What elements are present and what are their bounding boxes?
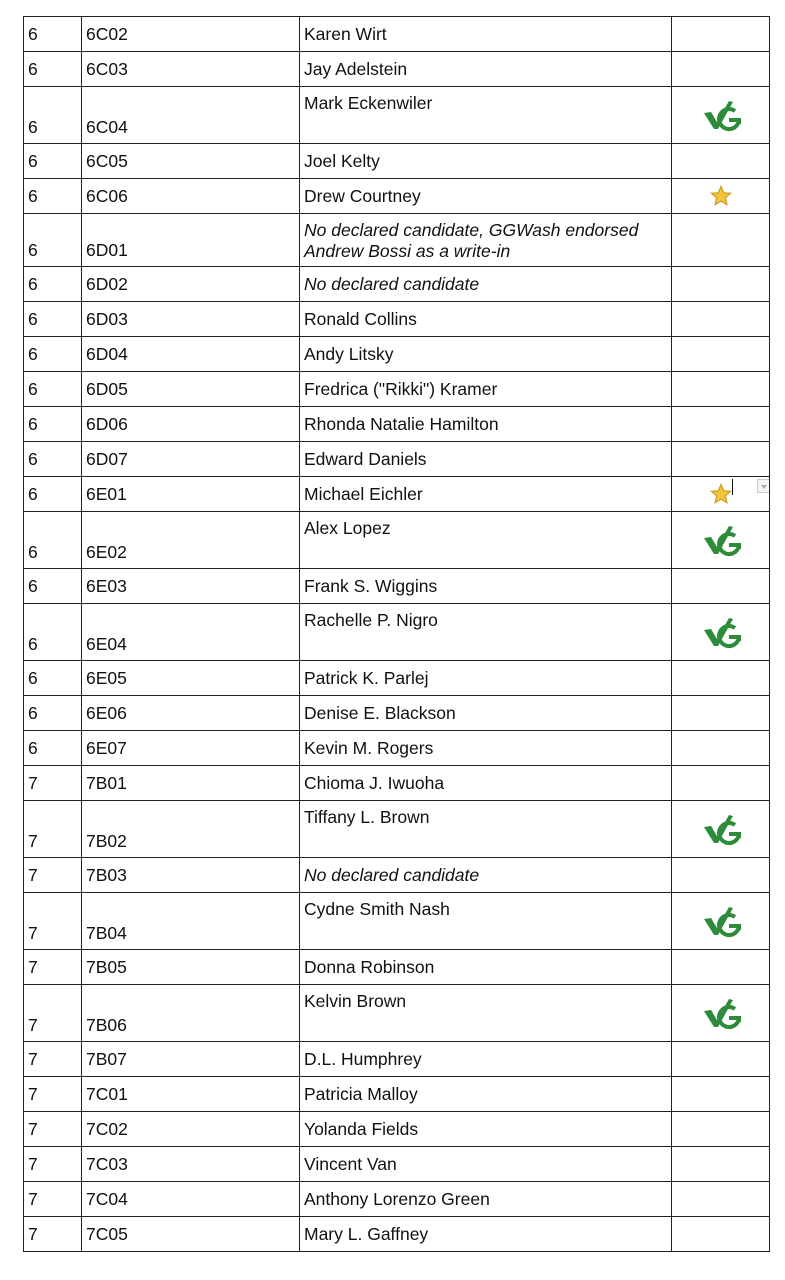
mark-cell — [672, 1182, 770, 1217]
ward-cell: 6 — [24, 52, 82, 87]
star-icon — [710, 185, 732, 207]
endorsed-icon — [701, 523, 741, 557]
table-row — [24, 1112, 770, 1147]
district-cell: 6D05 — [82, 372, 300, 407]
table-row — [24, 477, 770, 512]
table-row — [24, 1077, 770, 1112]
candidate-cell: Patrick K. Parlej — [300, 661, 672, 696]
candidate-table-body — [24, 17, 770, 1252]
ward-cell: 7 — [24, 801, 82, 858]
candidate-cell: Anthony Lorenzo Green — [300, 1182, 672, 1217]
candidate-cell: Tiffany L. Brown — [300, 801, 672, 858]
ward-cell: 6 — [24, 604, 82, 661]
candidate-cell: Edward Daniels — [300, 442, 672, 477]
ward-cell: 7 — [24, 1112, 82, 1147]
district-cell: 6D06 — [82, 407, 300, 442]
table-row — [24, 1182, 770, 1217]
district-cell: 7C02 — [82, 1112, 300, 1147]
candidate-cell: Patricia Malloy — [300, 1077, 672, 1112]
candidate-cell: Andy Litsky — [300, 337, 672, 372]
district-cell: 7B06 — [82, 985, 300, 1042]
district-cell: 6C03 — [82, 52, 300, 87]
table-row — [24, 52, 770, 87]
mark-cell — [672, 372, 770, 407]
mark-cell — [672, 661, 770, 696]
mark-cell — [672, 442, 770, 477]
candidate-cell: Karen Wirt — [300, 17, 672, 52]
candidate-cell: Donna Robinson — [300, 950, 672, 985]
candidate-cell: D.L. Humphrey — [300, 1042, 672, 1077]
candidate-cell: Chioma J. Iwuoha — [300, 766, 672, 801]
table-row — [24, 766, 770, 801]
mark-cell — [672, 985, 770, 1042]
ward-cell: 6 — [24, 696, 82, 731]
ward-cell: 6 — [24, 661, 82, 696]
candidate-cell: Vincent Van — [300, 1147, 672, 1182]
district-cell: 7B01 — [82, 766, 300, 801]
table-row — [24, 801, 770, 858]
ward-cell: 7 — [24, 1182, 82, 1217]
candidate-cell: No declared candidate — [300, 858, 672, 893]
district-cell: 7C01 — [82, 1077, 300, 1112]
candidate-cell: No declared candidate — [300, 267, 672, 302]
endorsed-icon — [701, 615, 741, 649]
ward-cell: 6 — [24, 337, 82, 372]
ward-cell: 7 — [24, 985, 82, 1042]
mark-cell — [672, 1042, 770, 1077]
table-row — [24, 858, 770, 893]
mark-cell — [672, 214, 770, 267]
table-row — [24, 267, 770, 302]
candidate-cell: Alex Lopez — [300, 512, 672, 569]
ward-cell: 6 — [24, 569, 82, 604]
ward-cell: 6 — [24, 442, 82, 477]
district-cell: 6D03 — [82, 302, 300, 337]
district-cell: 6E07 — [82, 731, 300, 766]
table-row — [24, 985, 770, 1042]
mark-cell — [672, 893, 770, 950]
candidate-cell: Kevin M. Rogers — [300, 731, 672, 766]
district-cell: 6E02 — [82, 512, 300, 569]
mark-cell — [672, 696, 770, 731]
candidate-cell: Fredrica ("Rikki") Kramer — [300, 372, 672, 407]
ward-cell: 6 — [24, 179, 82, 214]
mark-cell — [672, 569, 770, 604]
endorsed-icon — [701, 996, 741, 1030]
mark-cell — [672, 267, 770, 302]
district-cell: 7C05 — [82, 1217, 300, 1252]
ward-cell: 6 — [24, 477, 82, 512]
district-cell: 7C03 — [82, 1147, 300, 1182]
district-cell: 7B07 — [82, 1042, 300, 1077]
mark-cell — [672, 477, 770, 512]
mark-cell — [672, 1217, 770, 1252]
ward-cell: 6 — [24, 731, 82, 766]
mark-cell — [672, 1147, 770, 1182]
endorsed-icon — [701, 98, 741, 132]
district-cell: 6E03 — [82, 569, 300, 604]
mark-cell — [672, 52, 770, 87]
ward-cell: 6 — [24, 214, 82, 267]
mark-cell — [672, 337, 770, 372]
district-cell: 6C02 — [82, 17, 300, 52]
candidate-table — [23, 16, 770, 1252]
ward-cell: 7 — [24, 766, 82, 801]
ward-cell: 7 — [24, 1147, 82, 1182]
candidate-cell: Michael Eichler — [300, 477, 672, 512]
dropdown-arrow-icon[interactable] — [757, 479, 770, 493]
ward-cell: 6 — [24, 512, 82, 569]
candidate-cell: Rachelle P. Nigro — [300, 604, 672, 661]
candidate-cell: Ronald Collins — [300, 302, 672, 337]
candidate-cell: Denise E. Blackson — [300, 696, 672, 731]
mark-cell — [672, 407, 770, 442]
table-row — [24, 731, 770, 766]
candidate-cell: Mark Eckenwiler — [300, 87, 672, 144]
mark-cell — [672, 1112, 770, 1147]
ward-cell: 6 — [24, 267, 82, 302]
ward-cell: 6 — [24, 372, 82, 407]
table-row — [24, 214, 770, 267]
district-cell: 6E01 — [82, 477, 300, 512]
table-row — [24, 1147, 770, 1182]
district-cell: 6E04 — [82, 604, 300, 661]
mark-cell — [672, 858, 770, 893]
district-cell: 6D07 — [82, 442, 300, 477]
star-icon — [710, 483, 732, 505]
candidate-cell: Kelvin Brown — [300, 985, 672, 1042]
candidate-cell: Joel Kelty — [300, 144, 672, 179]
ward-cell: 7 — [24, 858, 82, 893]
table-row — [24, 604, 770, 661]
table-row — [24, 407, 770, 442]
district-cell: 7B05 — [82, 950, 300, 985]
ward-cell: 6 — [24, 407, 82, 442]
candidate-cell: Mary L. Gaffney — [300, 1217, 672, 1252]
endorsed-icon — [701, 904, 741, 938]
mark-cell — [672, 302, 770, 337]
ward-cell: 6 — [24, 87, 82, 144]
candidate-cell: Cydne Smith Nash — [300, 893, 672, 950]
table-row — [24, 950, 770, 985]
mark-cell — [672, 950, 770, 985]
candidate-cell: Jay Adelstein — [300, 52, 672, 87]
district-cell: 7B03 — [82, 858, 300, 893]
candidate-cell: No declared candidate, GGWash endorsed Andrew Bossi as a write-in — [300, 214, 672, 267]
district-cell: 6D04 — [82, 337, 300, 372]
mark-cell — [672, 766, 770, 801]
table-row — [24, 87, 770, 144]
table-row — [24, 372, 770, 407]
district-cell: 6C04 — [82, 87, 300, 144]
district-cell: 6D01 — [82, 214, 300, 267]
table-row — [24, 17, 770, 52]
table-row — [24, 512, 770, 569]
mark-cell — [672, 512, 770, 569]
candidate-cell: Drew Courtney — [300, 179, 672, 214]
mark-cell — [672, 801, 770, 858]
candidate-cell: Frank S. Wiggins — [300, 569, 672, 604]
ward-cell: 7 — [24, 1217, 82, 1252]
table-row — [24, 144, 770, 179]
district-cell: 7C04 — [82, 1182, 300, 1217]
table-row — [24, 661, 770, 696]
district-cell: 6E06 — [82, 696, 300, 731]
table-row — [24, 893, 770, 950]
table-row — [24, 1217, 770, 1252]
ward-cell: 7 — [24, 1077, 82, 1112]
district-cell: 7B02 — [82, 801, 300, 858]
mark-cell — [672, 731, 770, 766]
table-row — [24, 1042, 770, 1077]
candidate-cell: Rhonda Natalie Hamilton — [300, 407, 672, 442]
district-cell: 6C06 — [82, 179, 300, 214]
table-row — [24, 337, 770, 372]
mark-cell — [672, 144, 770, 179]
table-row — [24, 302, 770, 337]
district-cell: 6E05 — [82, 661, 300, 696]
district-cell: 6C05 — [82, 144, 300, 179]
table-row — [24, 696, 770, 731]
table-row — [24, 442, 770, 477]
table-row — [24, 179, 770, 214]
candidate-cell: Yolanda Fields — [300, 1112, 672, 1147]
ward-cell: 6 — [24, 17, 82, 52]
table-row — [24, 569, 770, 604]
ward-cell: 6 — [24, 302, 82, 337]
mark-cell — [672, 604, 770, 661]
text-cursor — [732, 479, 733, 495]
mark-cell — [672, 87, 770, 144]
mark-cell — [672, 17, 770, 52]
district-cell: 6D02 — [82, 267, 300, 302]
ward-cell: 7 — [24, 893, 82, 950]
ward-cell: 7 — [24, 950, 82, 985]
district-cell: 7B04 — [82, 893, 300, 950]
ward-cell: 6 — [24, 144, 82, 179]
mark-cell — [672, 179, 770, 214]
ward-cell: 7 — [24, 1042, 82, 1077]
endorsed-icon — [701, 812, 741, 846]
mark-cell — [672, 1077, 770, 1112]
